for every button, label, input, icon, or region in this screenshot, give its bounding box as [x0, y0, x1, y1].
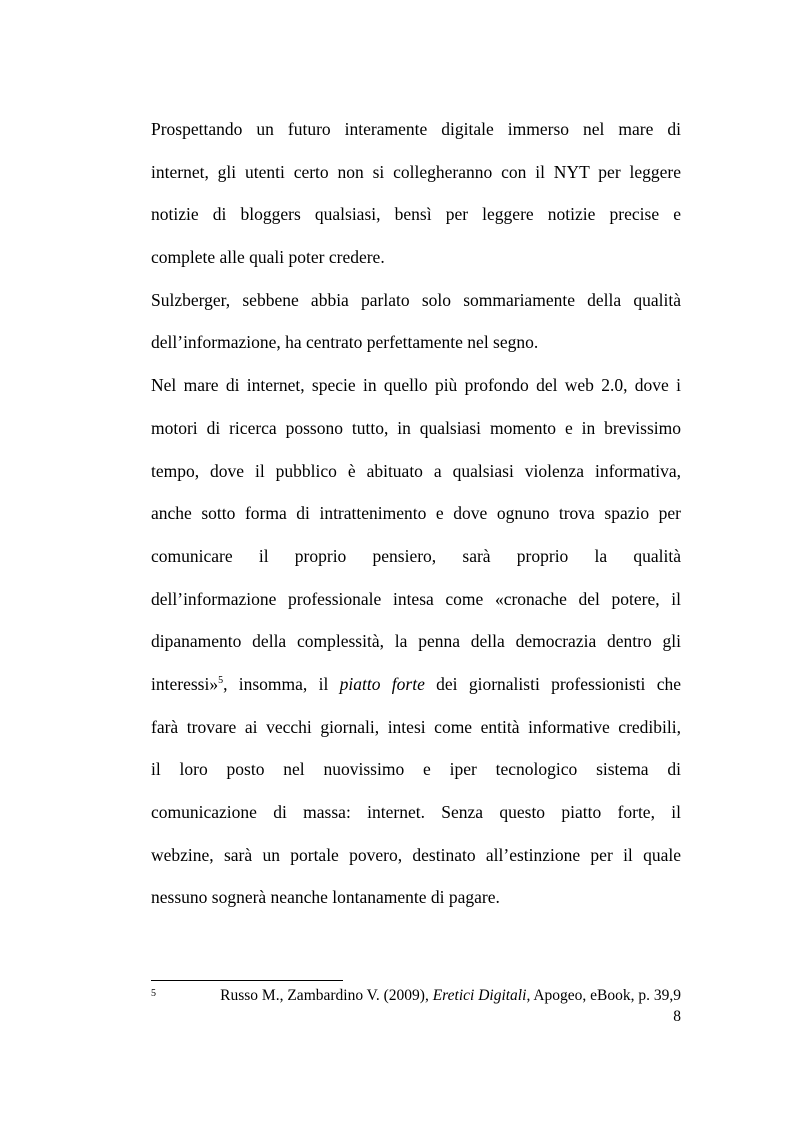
text-line: comunicazione di massa: internet. Senza questo piatto forte, il: [151, 802, 681, 822]
text-line: tempo, dove il pubblico è abituato a qualsiasi violenza informativa,: [151, 460, 681, 481]
text-line: farà trovare ai vecchi giornali, intesi come entità informative credibili,: [151, 716, 681, 737]
text-line: nessuno sognerà neanche lontanamente di pagare.: [151, 887, 500, 908]
footnote-title: Eretici Digitali: [432, 987, 527, 1004]
text-fragment: dei giornalisti professionisti che: [424, 673, 682, 694]
footnote-rest: , Apogeo, eBook, p. 39,9: [526, 987, 681, 1004]
footnote-authors: Russo M., Zambardino V. (2009),: [220, 987, 433, 1004]
text-line: dell’informazione, ha centrato perfettamente nel segno.: [151, 332, 539, 353]
footnote-separator: [151, 980, 343, 981]
footnote-number: 5: [151, 988, 156, 999]
text-line: Sulzberger, sebbene abbia parlato solo sommariamente della qualità: [151, 289, 681, 310]
text-line: comunicare il proprio pensiero, sarà proprio la qualità: [151, 545, 681, 566]
text-line: Nel mare di internet, specie in quello più profondo del web 2.0, dove i: [151, 375, 681, 396]
text-line: anche sotto forma di intrattenimento e dove ognuno trova spazio per: [151, 503, 681, 524]
footnote-reference[interactable]: 5: [218, 674, 224, 686]
text-fragment: interessi»: [151, 673, 219, 694]
text-line-with-footnote-ref: [151, 663, 681, 706]
italic-term: piatto forte: [339, 673, 425, 694]
text-line: internet, gli utenti certo non si collegheranno con il NYT per leggere: [151, 161, 681, 182]
text-line: il loro posto nel nuovissimo e iper tecnologico sistema di: [151, 759, 681, 780]
footnote-text: [220, 986, 681, 1006]
body-text: [151, 108, 681, 919]
text-line: motori di ricerca possono tutto, in qualsiasi momento e in brevissimo: [151, 417, 681, 438]
text-line: Prospettando un futuro interamente digitale immerso nel mare di: [151, 119, 681, 139]
page-number: 8: [673, 1008, 681, 1025]
text-line: dell’informazione professionale intesa come «cronache del potere, il: [151, 588, 681, 609]
text-line: complete alle quali poter credere.: [151, 247, 385, 268]
text-fragment: , insomma, il: [223, 673, 340, 694]
text-line: notizie di bloggers qualsiasi, bensì per leggere notizie precise e: [151, 204, 681, 225]
text-line: webzine, sarà un portale povero, destinato all’estinzione per il quale: [151, 844, 681, 865]
text-line: dipanamento della complessità, la penna della democrazia dentro gli: [151, 631, 681, 652]
